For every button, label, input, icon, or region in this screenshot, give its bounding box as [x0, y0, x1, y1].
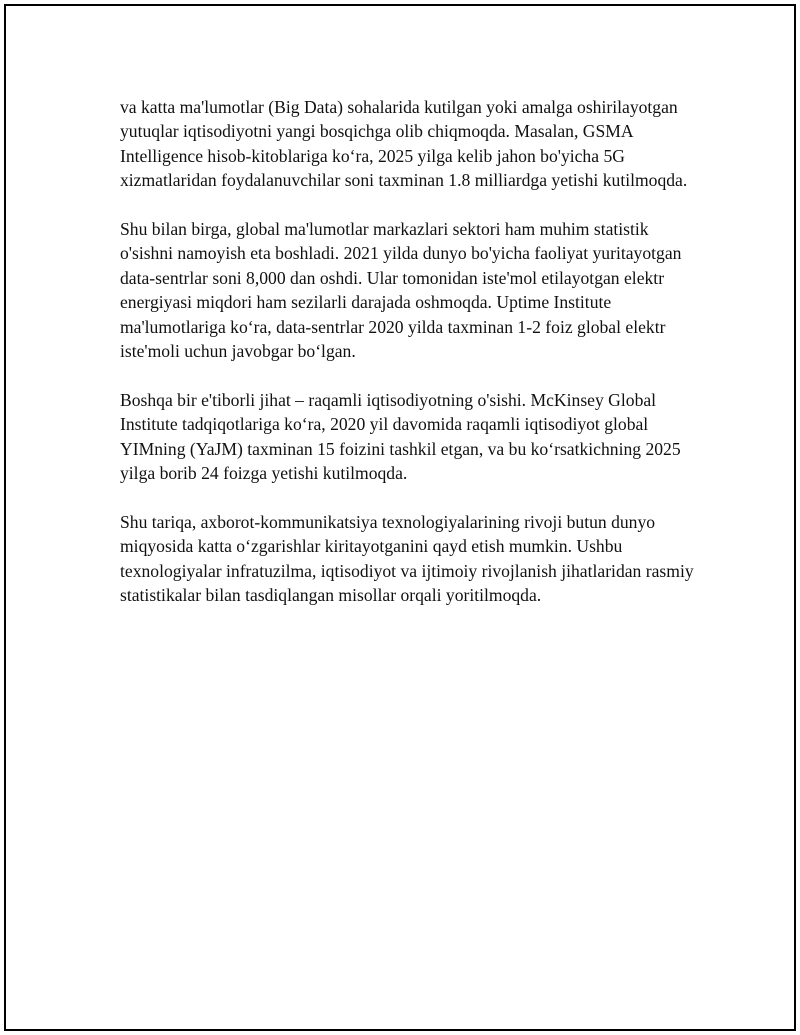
paragraph-digital-economy: Boshqa bir e'tiborli jihat – raqamli iqtisodiyotning o'sishi. McKinsey Global Institute tadqiqotlariga ko‘ra, 2020 yil davomida raqamli iqtisodiyot global YIMning (YaJM) taxminan 15 foizini tashkil etgan, va bu ko‘rsatkichning 2025 yilga borib 24 foizga yetishi kutilmoqda.: [120, 389, 681, 484]
paragraph-conclusion: Shu tariqa, axborot-kommunikatsiya texnologiyalarining rivoji butun dunyo miqyosida katta o‘zgarishlar kiritayotganini qayd etish mumkin. Ushbu texnologiyalar infratuzilma, iqtisodiyot va ijtimoiy rivojlanish jihatlaridan rasmiy statistikalar bilan tasdiqlangan misollar orqali yoritilmoqda.: [120, 511, 694, 606]
paragraph-big-data-5g: va katta ma'lumotlar (Big Data) sohalarida kutilgan yoki amalga oshirilayotgan yutuqlar iqtisodiyotni yangi bosqichga olib chiqmoqda. Masalan, GSMA Intelligence hisob-kitoblariga ko‘ra, 2025 yilga kelib jahon bo'yicha 5G xizmatlaridan foydalanuvchilar soni taxminan 1.8 milliardga yetishi kutilmoqda.: [120, 97, 688, 191]
page-frame: [4, 4, 796, 1031]
document-body: [120, 95, 700, 632]
paragraph-data-centers: Shu bilan birga, global ma'lumotlar markazlari sektori ham muhim statistik o'sishni namoyish eta boshladi. 2021 yilda dunyo bo'yicha faoliyat yuritayotgan data-sentrlar soni 8,000 dan oshdi. Ular tomonidan iste'mol etilayotgan elektr energiyasi miqdori ham sezilarli darajada oshmoqda. Uptime Institute ma'lumotlariga ko‘ra, data-sentrlar 2020 yilda taxminan 1-2 foiz global elektr iste'moli uchun javobgar bo‘lgan.: [120, 219, 682, 362]
